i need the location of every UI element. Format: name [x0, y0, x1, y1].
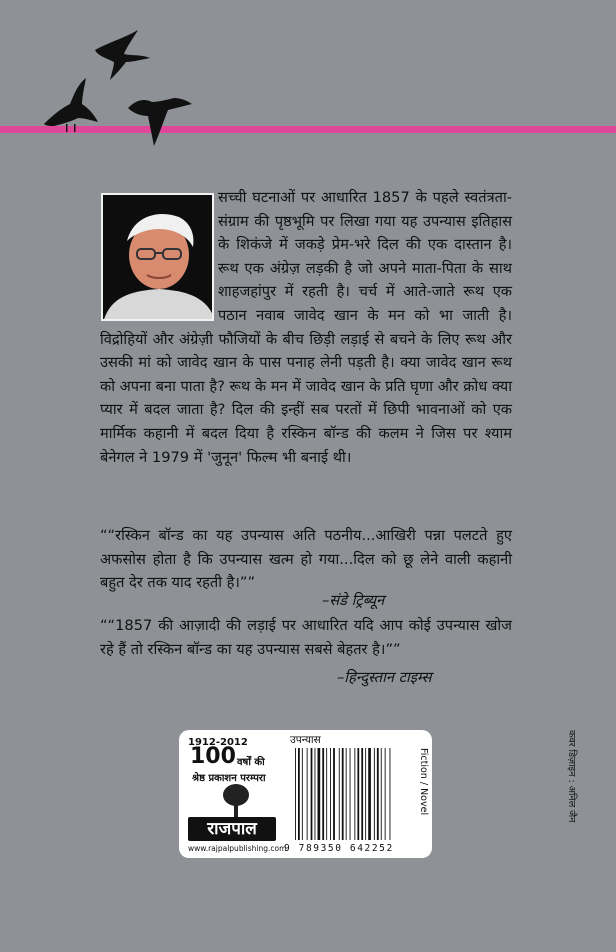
publisher-url: www.rajpalpublishing.com — [188, 844, 287, 853]
isbn-barcode — [293, 748, 403, 840]
birds-silhouette-icon — [40, 28, 210, 158]
category-label: उपन्यास — [290, 734, 321, 746]
isbn-number: 9 789350 642252 — [284, 843, 394, 854]
review-source-2: –हिन्दुस्तान टाइम्स — [337, 669, 432, 686]
review-quote-2: ““1857 की आज़ादी की लड़ाई पर आधारित यदि आप कोई उपन्यास खोज रहे हैं तो रस्किन बॉन्ड का यह उपन्यास सबसे बेहतर है।”” — [100, 617, 512, 658]
review-quote-1: ““रस्किन बॉन्ड का यह उपन्यास अति पठनीय...आखिरी पन्ना पलटते हुए अफसोस होता है कि उपन्यास खत्म हो गया...दिल को छू लेने वाली कहानी बहुत देर तक याद रहती है।”” — [100, 527, 512, 592]
publisher-tagline: श्रेष्ठ प्रकाशन परम्परा — [192, 773, 266, 784]
book-blurb: सच्ची घटनाओं पर आधारित 1857 के पहले स्वतंत्रता-संग्राम की पृष्ठभूमि पर लिखा गया यह उपन्यास इतिहास के शिकंजे में जकड़े प्रेम-भरे दिल की एक दास्तान है। रूथ एक अंग्रेज़ लड़की है जो अपने माता-पिता के साथ शाहजहांपुर में रहती है। चर्च में आते-जाते रूथ एक पठान नवाब जावेद खान के मन को भा जाती है। विद्रोहियों और अंग्रेज़ी फौजियों के बीच छिड़ी लड़ाई से बचने के लिए रूथ और उसकी मां को जावेद खान के पास पनाह लेनी पड़ती है। क्या जावेद खान रूथ को अपना बना पाता है? रूथ के मन में जावेद खान के प्रति घृणा और क्रोध क्या प्यार में बदल जाता है? दिल की इन्हीं सब परतों में छिपी भावनाओं को एक मार्मिक कहानी में बदल दिया है रस्किन बॉन्ड की कलम ने जिस पर श्याम बेनेगल ने 1979 में 'जुनून' फिल्म भी बनाई थी। — [100, 189, 512, 466]
tree-icon — [221, 783, 251, 819]
publisher-hundred: 100 — [190, 744, 236, 769]
review-source-1: –संडे ट्रिब्यून — [322, 592, 385, 609]
genre-label: Fiction / Novel — [418, 748, 429, 816]
cover-design-credit: कवर डिज़ाइन : अनिल जैन — [566, 730, 577, 823]
publisher-logo: राजपाल — [188, 817, 276, 841]
publisher-years: वर्षों की — [237, 757, 265, 768]
publisher-anniversary: 1912-2012 — [188, 737, 248, 748]
